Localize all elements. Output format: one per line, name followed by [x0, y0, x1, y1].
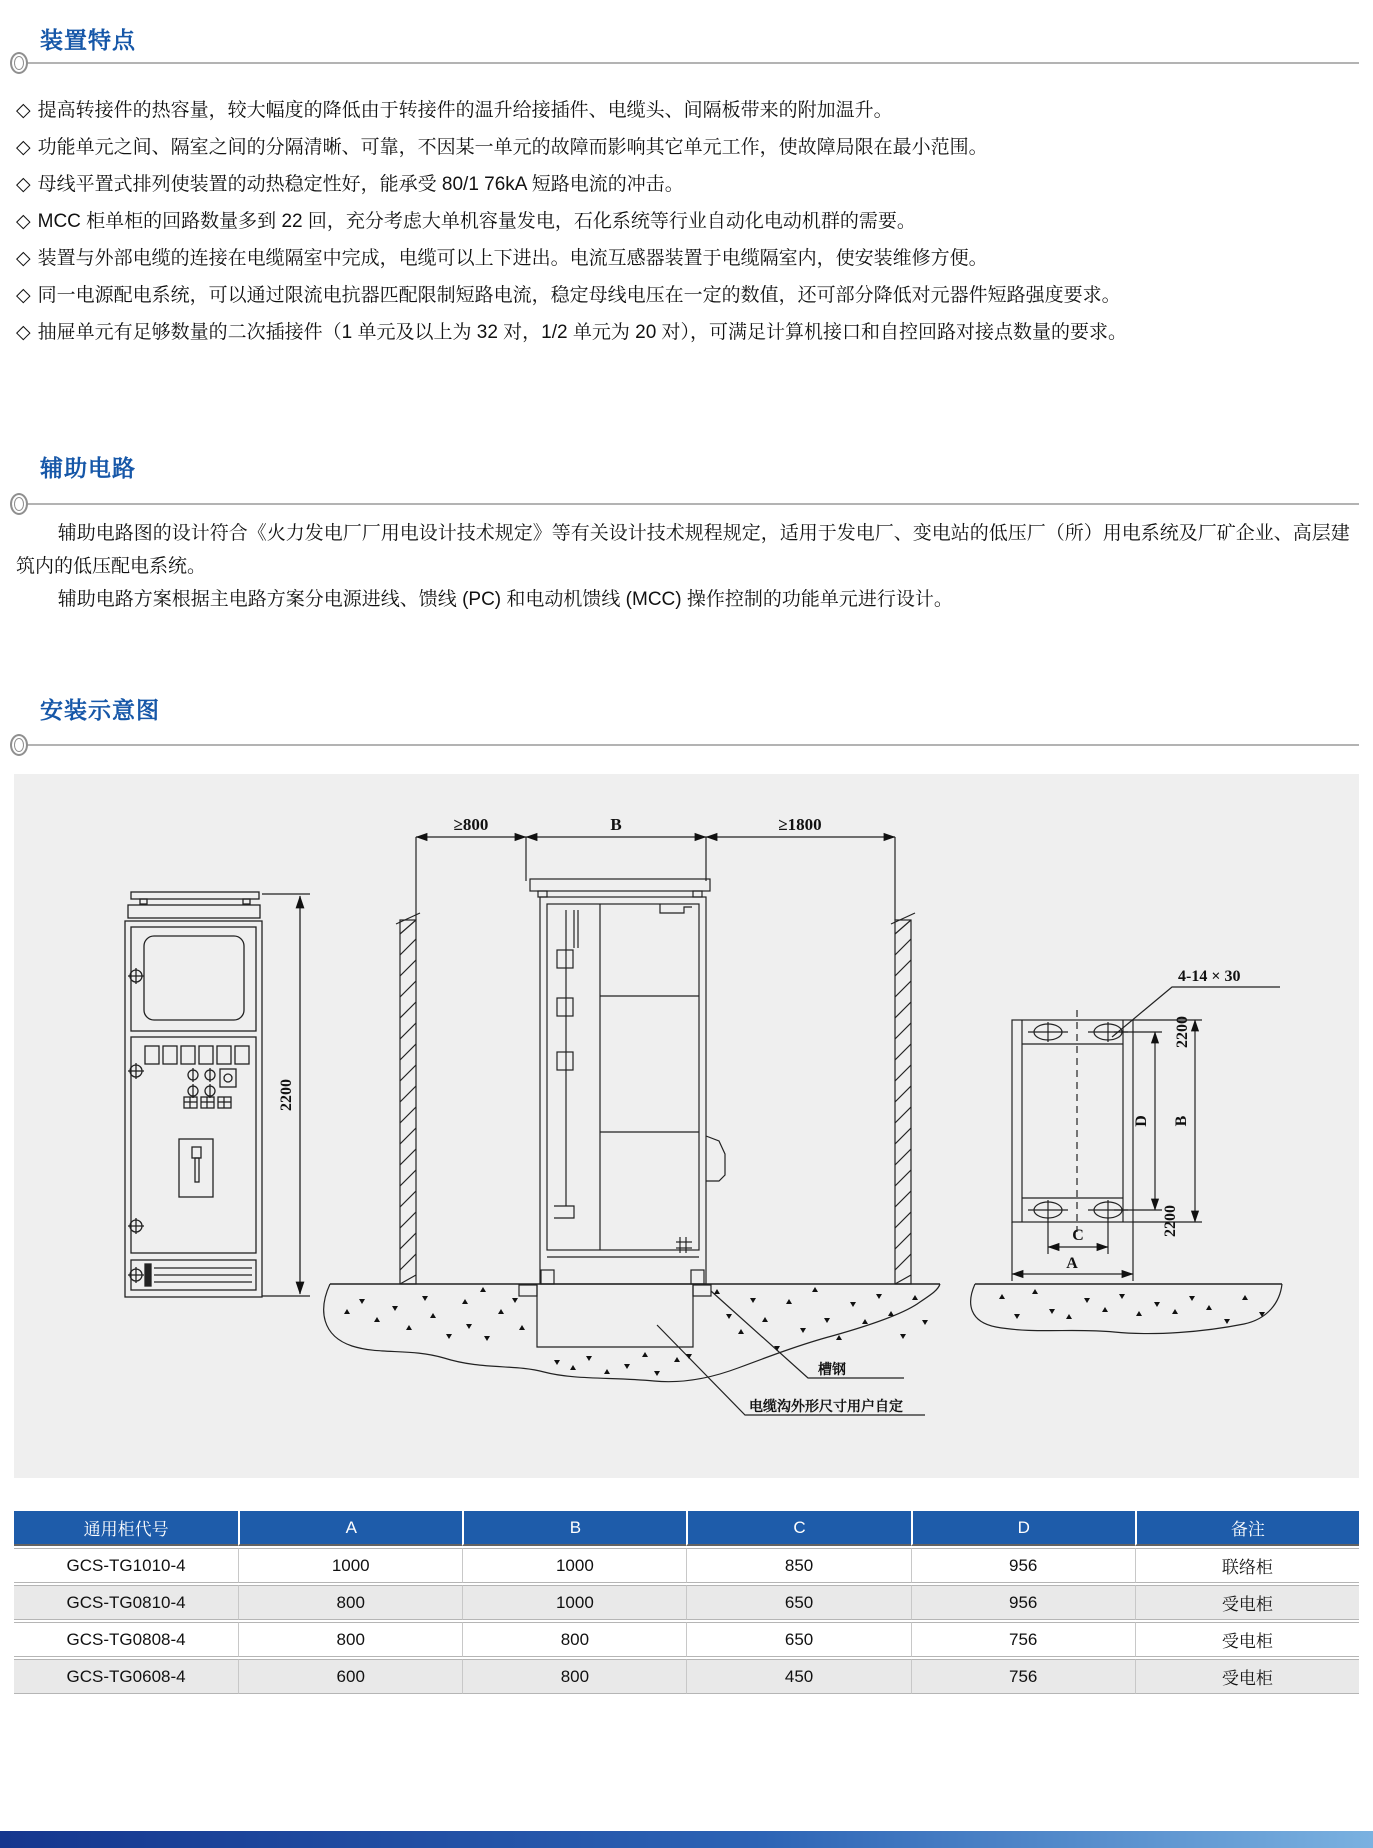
diamond-bullet-icon: ◇ — [16, 248, 31, 269]
cell-a: 800 — [238, 1622, 462, 1657]
label-trench-note: 电缆沟外形尺寸用户自定 — [749, 1398, 903, 1414]
cell-d: 956 — [911, 1585, 1135, 1620]
cell-remark: 联络柜 — [1135, 1548, 1359, 1583]
diamond-bullet-icon: ◇ — [16, 285, 31, 306]
col-header-remark: 备注 — [1135, 1511, 1359, 1546]
col-header-a: A — [238, 1511, 462, 1546]
footer-bar — [0, 1831, 1373, 1848]
ring-icon — [10, 52, 28, 74]
table-row — [14, 1548, 1359, 1583]
table-header-row — [14, 1511, 1359, 1546]
installation-diagram — [14, 774, 1359, 1478]
feature-text: 母线平置式排列使装置的动热稳定性好，能承受 80/1 76kA 短路电流的冲击。 — [37, 174, 684, 195]
section-title-features: 装置特点 — [40, 27, 136, 53]
section-title-auxiliary: 辅助电路 — [40, 455, 136, 481]
col-header-c: C — [686, 1511, 910, 1546]
cell-remark: 受电柜 — [1135, 1622, 1359, 1657]
dim-front-height: 2200 — [278, 1079, 295, 1111]
diagram-labels — [278, 815, 1240, 1414]
diamond-bullet-icon: ◇ — [16, 137, 31, 158]
feature-list — [16, 92, 1365, 351]
list-item — [16, 92, 1365, 129]
cell-b: 1000 — [462, 1585, 686, 1620]
dim-clearance-right: ≥1800 — [778, 815, 822, 834]
cell-c: 650 — [686, 1585, 910, 1620]
cabinet-plan-view — [1012, 987, 1280, 1281]
dim-holes-note: 4-14 × 30 — [1178, 968, 1241, 985]
dim-plan-a: A — [1066, 1255, 1078, 1272]
cell-a: 600 — [238, 1659, 462, 1694]
feature-text: 同一电源配电系统，可以通过限流电抗器匹配限制短路电流，稳定母线电压在一定的数值，还可部分降低对元器件短路强度要求。 — [37, 285, 1121, 306]
diamond-bullet-icon: ◇ — [16, 211, 31, 232]
feature-text: 抽屉单元有足够数量的二次插接件（1 单元及以上为 32 对，1/2 单元为 20 对），可满足计算机接口和自控回路对接点数量的要求。 — [37, 322, 1128, 343]
dim-plan-c: C — [1072, 1227, 1084, 1244]
table-row — [14, 1622, 1359, 1657]
list-item — [16, 129, 1365, 166]
cell-remark: 受电柜 — [1135, 1659, 1359, 1694]
diamond-bullet-icon: ◇ — [16, 322, 31, 343]
dim-plan-d: D — [1133, 1115, 1150, 1127]
cell-a: 1000 — [238, 1548, 462, 1583]
cell-c: 450 — [686, 1659, 910, 1694]
dim-clearance-left: ≥800 — [453, 815, 489, 834]
cell-code: GCS-TG0810-4 — [14, 1585, 238, 1620]
dim-depth: B — [610, 815, 622, 834]
cell-a: 800 — [238, 1585, 462, 1620]
cell-b: 1000 — [462, 1548, 686, 1583]
section-rule — [26, 62, 1359, 64]
cell-d: 956 — [911, 1548, 1135, 1583]
list-item — [16, 203, 1365, 240]
feature-text: 装置与外部电缆的连接在电缆隔室中完成，电缆可以上下进出。电流互感器装置于电缆隔室内，使安装维修方便。 — [37, 248, 988, 269]
label-channel-steel: 槽钢 — [818, 1361, 846, 1377]
diamond-bullet-icon: ◇ — [16, 100, 31, 121]
cell-code: GCS-TG0608-4 — [14, 1659, 238, 1694]
dim-plan-edge-top: 2200 — [1174, 1016, 1191, 1048]
cell-c: 850 — [686, 1548, 910, 1583]
cell-d: 756 — [911, 1659, 1135, 1694]
dim-plan-b: B — [1173, 1115, 1190, 1127]
spec-table-wrap — [14, 1509, 1359, 1696]
list-item — [16, 277, 1365, 314]
list-item — [16, 240, 1365, 277]
section-rule — [26, 744, 1359, 746]
paragraph: 辅助电路图的设计符合《火力发电厂厂用电设计技术规定》等有关设计技术规程规定，适用于发电厂、变电站的低压厂（所）用电系统及厂矿企业、高层建筑内的低压配电系统。 — [16, 523, 1350, 577]
feature-text: 功能单元之间、隔室之间的分隔清晰、可靠，不因某一单元的故障而影响其它单元工作，使故障局限在最小范围。 — [37, 137, 988, 158]
cell-c: 650 — [686, 1622, 910, 1657]
col-header-b: B — [462, 1511, 686, 1546]
ring-icon — [10, 734, 28, 756]
section-rule — [26, 503, 1359, 505]
cell-remark: 受电柜 — [1135, 1585, 1359, 1620]
col-header-code: 通用柜代号 — [14, 1511, 238, 1546]
feature-text: MCC 柜单柜的回路数量多到 22 回，充分考虑大单机容量发电，石化系统等行业自动化电动机群的需要。 — [37, 211, 916, 232]
spec-table — [14, 1509, 1359, 1696]
cell-code: GCS-TG1010-4 — [14, 1548, 238, 1583]
list-item — [16, 314, 1365, 351]
table-row — [14, 1659, 1359, 1694]
diamond-bullet-icon: ◇ — [16, 174, 31, 195]
feature-text: 提高转接件的热容量，较大幅度的降低由于转接件的温升给接插件、电缆头、间隔板带来的附加温升。 — [37, 100, 893, 121]
paragraph: 辅助电路方案根据主电路方案分电源进线、馈线 (PC) 和电动机馈线 (MCC) 操作控制的功能单元进行设计。 — [57, 589, 953, 610]
installation-diagram-svg — [14, 774, 1359, 1478]
col-header-d: D — [911, 1511, 1135, 1546]
dim-plan-edge-bottom: 2200 — [1162, 1205, 1179, 1237]
cell-b: 800 — [462, 1622, 686, 1657]
cell-b: 800 — [462, 1659, 686, 1694]
table-row — [14, 1585, 1359, 1620]
list-item — [16, 166, 1365, 203]
concrete-speckles — [344, 1287, 1265, 1376]
section-title-installation: 安装示意图 — [40, 697, 160, 723]
cell-d: 756 — [911, 1622, 1135, 1657]
auxiliary-paragraphs — [16, 517, 1361, 616]
ring-icon — [10, 493, 28, 515]
cell-code: GCS-TG0808-4 — [14, 1622, 238, 1657]
